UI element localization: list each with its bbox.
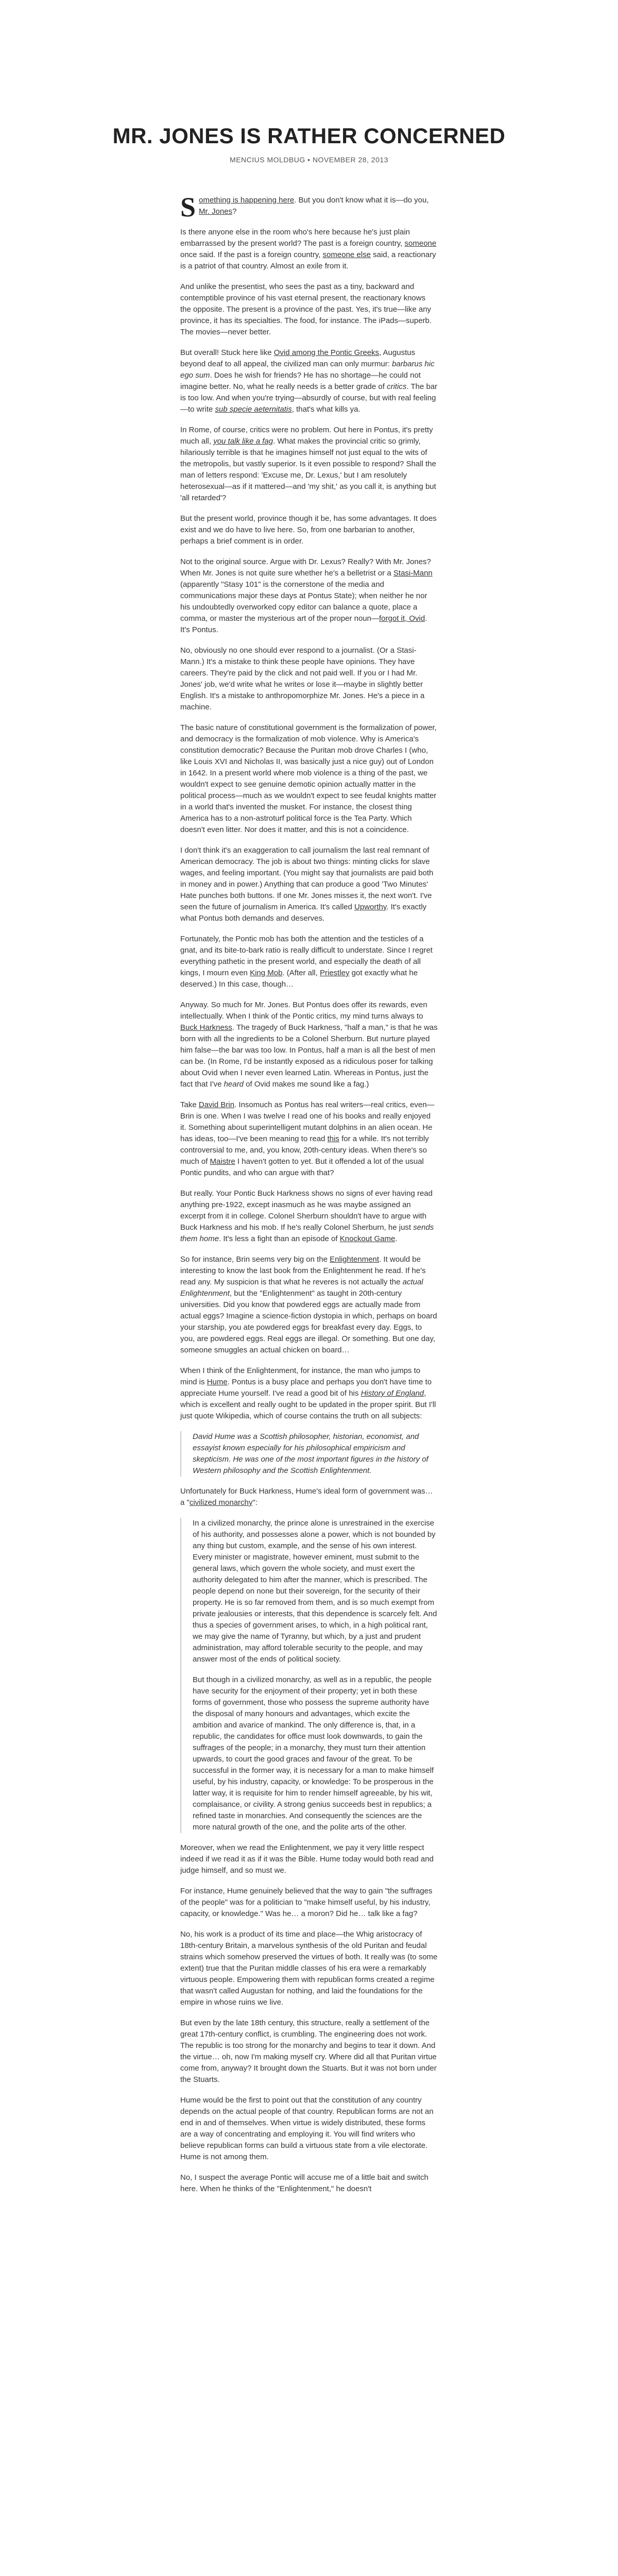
link[interactable]: Hume	[207, 1378, 228, 1386]
text: for a while. It's not terribly controversial to me, and, you know, 20th-century ideas. When there's so much of	[180, 1134, 429, 1166]
link[interactable]: Priestley	[319, 969, 350, 977]
paragraph	[180, 1365, 438, 1422]
text: .	[395, 1234, 398, 1243]
paragraph	[180, 1188, 438, 1245]
text: I don't think it's an exaggeration to call journalism the last real remnant of American democracy. The job is about two things: minting clicks for slave wages, and feeling important. (You might say that journalists are paid both in money and in power.) Anything that can produce a good 'Two Minutes' Hate punches both buttons. If one Mr. Jones misses it, the next won't. I've seen the future of journalism in America. It's called	[180, 846, 434, 911]
text: critics	[387, 382, 407, 391]
text: actual Enlightenment	[180, 1278, 423, 1298]
text: . But you don't know what it is—do you,	[294, 196, 429, 205]
text: Anyway. So much for Mr. Jones. But Pontus does offer its rewards, even intellectually. When I think of the Pontic critics, my mind turns always to	[180, 1001, 427, 1021]
text: But really. Your Pontic Buck Harkness shows no signs of ever having read anything pre-1922, except inasmuch as he was maybe assigned an excerpt from it in college. Colonel Sherburn shouldn't have to argue with Buck Harkness and his mob. If he's really Colonel Sherburn, he just	[180, 1189, 433, 1232]
link[interactable]: Maistre	[210, 1157, 235, 1166]
paragraph	[180, 1254, 438, 1356]
link[interactable]: Buck Harkness	[180, 1023, 232, 1032]
link[interactable]: Enlightenment	[330, 1255, 380, 1264]
text: Not to the original source. Argue with Dr. Lexus? Really? With Mr. Jones? When Mr. Jones is not quite sure whether he's a belletrist or a	[180, 557, 431, 578]
text: . Does he wish for friends? He has no shortage—he could not imagine better. No, what he really needs is a better grade of	[180, 371, 421, 391]
link[interactable]: Mr. Jones	[199, 207, 233, 216]
paragraph: Hume would be the first to point out that the constitution of any country depends on the actual people of that country. Republican forms are not an end in and of themselves. When virtue is widely distributed, these forms are a way of concentrating and employing it. You will find writers who believe republican forms can build a virtuous state from a vile electorate. Hume is not among them.	[180, 2096, 434, 2161]
drop-cap: S	[180, 192, 196, 223]
link[interactable]: sub specie aeternitatis	[215, 405, 292, 414]
link[interactable]: Knockout Game	[339, 1234, 396, 1243]
text: But overall! Stuck here like	[180, 348, 274, 357]
post-header	[0, 0, 618, 164]
text: (apparently "Stasy 101" is the cornerstone of the media and communications major these days at Pontus State); when neither he nor his undoubtedly overworked copy editor can balance a quote, place a comma, or master the mysterious art of the proper noun—	[180, 580, 427, 623]
text: Is there anyone else in the room who's here because he's just plain embarrassed by the present world? The past is a foreign country,	[180, 228, 410, 248]
text: sends them home	[180, 1223, 434, 1243]
quote-paragraph: In a civilized monarchy, the prince alone is unrestrained in the exercise of his authority, and possesses alone a power, which is not bounded by any thing but custom, example, and the sense of his own interest. Every minister or magistrate, however eminent, must submit to the general laws, which govern the whole society, and must exert the authority delegated to him after the manner, which is prescribed. The people depend on none but their sovereign, for the security of their property. He is so far removed from them, and is so much exempt from private jealousies or interests, that this dependence is scarcely felt. And thus a species of government arises, to which, in a high political rant, we may give the name of Tyranny, but which, by a just and prudent administration, may afford tolerable security to the people, and may answer most of the ends of political society.	[193, 1519, 437, 1664]
text: . What makes the provincial critic so grimly, hilariously terrible is that he imagines himself not just equal to the wits of the metropolis, but vastly superior. Is it even possible to respond? Shall the man of letters respond: 'Excuse me, Dr. Lexus,' but I am resolutely heterosexual—as if it mattered—and 'my shit,' as you call it, is anything but 'all retarded'?	[180, 437, 436, 502]
link[interactable]: David Brin	[198, 1100, 235, 1109]
text: said, a reactionary is a patriot of that country. Almost an exile from it.	[180, 250, 436, 270]
text: . The bar is too low. And when you're trying—absurdly of course, but with real feeling—to write	[180, 382, 438, 414]
paragraph: No, his work is a product of its time and place—the Whig aristocracy of 18th-century Britain, a marvelous synthesis of the old Puritan and feudal strains which somehow preserved the virtues of both. It really was (to some extent) true that the Puritan middle classes of his era were a remarkably virtuous people. Empowering them with republican forms created a regime that wasn't called Augustan for nothing, and laid the foundations for the empire in whose ruins we live.	[180, 1930, 438, 2007]
paragraph: The basic nature of constitutional government is the formalization of power, and democracy is the formalization of mob violence. Why is America's constitution democratic? Because the Puritan mob drove Charles I (who, like Louis XVI and Nicholas II, was basically just a nice guy) out of London in 1642. In a present world where mob violence is a thing of the past, we wouldn't expect to see genuine demotic opinion actually matter in the political process—much as we wouldn't expect to see feudal knights matter in a world that's invented the musket. For instance, the closest thing America has to a non-astroturf political force is the Tea Party. Which doesn't even litter. Nor does it matter, and this is not a coincidence.	[180, 723, 437, 834]
paragraph: No, I suspect the average Pontic will accuse me of a little bait and switch here. When he thinks of the "Enlightenment," he doesn't	[180, 2173, 428, 2193]
paragraph: And unlike the presentist, who sees the past as a tiny, backward and contemptible province of his vast eternal present, the reactionary knows the opposite. The present is a province of the past. Yes, it's true—like any province, it has its specialties. The food, for instance. The iPads—superb. The movies—never better.	[180, 282, 432, 336]
paragraph: But the present world, province though it be, has some advantages. It does exist and we do have to live here. So, from one barbarian to another, perhaps a brief comment is in order.	[180, 514, 437, 546]
link[interactable]: Upworthy	[354, 903, 387, 911]
text: I haven't gotten to yet. But it offended a lot of the usual Pontic pundits, and who can argue with that?	[180, 1157, 424, 1177]
text: got exactly what he deserved.) In this case, though…	[180, 969, 418, 989]
link[interactable]: this	[327, 1134, 339, 1143]
post-byline: MENCIUS MOLDBUG • NOVEMBER 28, 2013	[230, 156, 388, 164]
text: Unfortunately for Buck Harkness, Hume's ideal form of government was… a "	[180, 1487, 433, 1507]
text: . It's exactly what Pontus both demands and deserves.	[180, 903, 427, 923]
text: heard	[224, 1080, 244, 1089]
text: , that's what kills ya.	[291, 405, 360, 414]
text: When I think of the Enlightenment, for instance, the man who jumps to mind is	[180, 1366, 421, 1386]
text: . The tragedy of Buck Harkness, "half a man," is that he was born with all the ingredients to be a Colonel Sherburn. But nurture played him false—the bar was too low. In Pontus, half a man is all the best of men can be. (In Rome, I'd be instantly exposed as a ridiculous poser for talking about Ovid when I never even learned Latin. Whereas in Pontus, just the fact that I've	[180, 1023, 438, 1089]
text: So for instance, Brin seems very big on the	[180, 1255, 330, 1264]
paragraph: Moreover, when we read the Enlightenment, we pay it very little respect indeed if we read it as if it was the Bible. Hume today would both read and judge himself, and so must we.	[180, 1843, 434, 1875]
link[interactable]: King Mob	[250, 969, 283, 977]
text: of Ovid makes me sound like a fag.)	[243, 1080, 369, 1089]
quote-paragraph: But though in a civilized monarchy, as well as in a republic, the people have security for the enjoyment of their property; yet in both these forms of government, those who possess the supreme authority have the disposal of many honours and advantages, which excite the ambition and avarice of mankind. The only difference is, that, in a republic, the candidates for office must look downwards, to gain the suffrages of the people; in a monarchy, they must turn their attention upwards, to court the good graces and favour of the great. To be successful in the former way, it is necessary for a man to make himself useful, by his industry, capacity, or knowledge: To be prosperous in the latter way, it is requisite for him to render himself agreeable, by his wit, complaisance, or civility. A strong genius succeeds best in republics; a refined taste in monarchies. And consequently the sciences are the more natural growth of the one, and the polite arts of the other.	[193, 1675, 434, 1832]
link[interactable]: someone	[404, 239, 437, 248]
link[interactable]: History of England	[360, 1389, 424, 1398]
link[interactable]: omething is happening here	[199, 196, 295, 205]
paragraph	[180, 845, 438, 924]
text: . Insomuch as Pontus has real writers—real critics, even—Brin is one. When I was twelve I read one of his books and really enjoyed it. Something about superintelligent mutant dolphins in an alien ocean. He has ideas, too—I've been meaning to read	[180, 1100, 435, 1143]
text: . It would be interesting to know the last book from the Enlightenment he read. If he's read any. My suspicion is that what he reveres is not actually the	[180, 1255, 426, 1286]
paragraph	[180, 227, 438, 272]
blockquote	[180, 1518, 438, 1833]
paragraph	[180, 1099, 438, 1179]
post-title: MR. JONES IS RATHER CONCERNED	[112, 124, 506, 148]
paragraph: But even by the late 18th century, this structure, really a settlement of the great 17th-century conflict, is crumbling. The engineering does not work. The republic is too strong for the monarchy and begins to tear it down. And the virtue… oh, now I'm making myself cry. Where did all that Puritan virtue come from, anyway? It brought down the Stuarts. But it was not born under the Stuarts.	[180, 2019, 437, 2084]
link[interactable]: civilized monarchy	[189, 1498, 253, 1507]
quote-paragraph: David Hume was a Scottish philosopher, historian, economist, and essayist known especially for his philosophical empiricism and skepticism. He was one of the most important figures in the history of Western philosophy and the Scottish Enlightenment.	[193, 1432, 428, 1475]
text: . (After all,	[282, 969, 320, 977]
text: Fortunately, the Pontic mob has both the attention and the testicles of a gnat, and its bite-to-bark ratio is really difficult to understate. Since I regret everything pathetic in the present world, and especially the death of all kings, I mourn even	[180, 935, 433, 977]
paragraph: No, obviously no one should ever respond to a journalist. (Or a Stasi-Mann.) It's a mistake to think these people have opinions. They have careers. They're paid by the click and not paid well. If you or I had Mr. Jones' job, we'd write what he writes or lose it—maybe in slightly better English. It's a mistake to anthropomorphize Mr. Jones. He's a piece in a machine.	[180, 646, 425, 711]
text: once said. If the past is a foreign country,	[180, 250, 323, 259]
paragraph	[180, 999, 438, 1090]
text: , which is excellent and really ought to be updated in the proper spirit. But I'll just quote Wikipedia, which of course contains the truth on all subjects:	[180, 1389, 436, 1420]
paragraph	[180, 934, 438, 990]
paragraph: For instance, Hume genuinely believed that the way to gain "the suffrages of the people" was for a politician to "make himself useful, by his industry, capacity, or knowledge." Was he… a moron? Did he… talk like a fag?	[180, 1887, 433, 1918]
text: ?	[232, 207, 237, 216]
link[interactable]: Ovid among the Pontic Greeks	[273, 348, 380, 357]
text: , Augustus beyond deaf to all appeal, the civilized man can only murmur:	[180, 348, 416, 368]
text: In Rome, of course, critics were no problem. Out here in Pontus, it's pretty much all,	[180, 426, 433, 446]
text: ":	[252, 1498, 258, 1507]
text: Take	[180, 1100, 199, 1109]
article-body	[180, 192, 438, 2195]
paragraph	[180, 556, 438, 636]
paragraph	[180, 347, 438, 415]
paragraph	[180, 192, 438, 223]
paragraph	[180, 1486, 438, 1509]
paragraph	[180, 425, 438, 504]
blockquote	[180, 1431, 438, 1477]
text: barbarus hic ego sum	[180, 360, 435, 380]
text: . Pontus is a busy place and perhaps you don't have time to appreciate Hume yourself. I've read a good bit of his	[180, 1378, 432, 1398]
link[interactable]: forgot it, Ovid	[379, 614, 425, 623]
link[interactable]: Stasi-Mann	[393, 569, 433, 578]
text: . It's Pontus.	[180, 614, 427, 634]
text: . It's less a fight than an episode of	[219, 1234, 340, 1243]
link[interactable]: someone else	[322, 250, 371, 259]
text: , but the "Enlightenment" as taught in 20th-century universities. Did you know that powdered eggs are actually made from actual eggs? Imagine a science-fiction dystopia in which, perhaps on board your starship, you ate powdered eggs for breakfast every day. Eggs, to you, are powdered eggs. Real eggs are illegal. Or something. But one day, someone smuggles an actual chicken on board…	[180, 1289, 437, 1354]
link[interactable]: you talk like a fag	[213, 437, 273, 446]
